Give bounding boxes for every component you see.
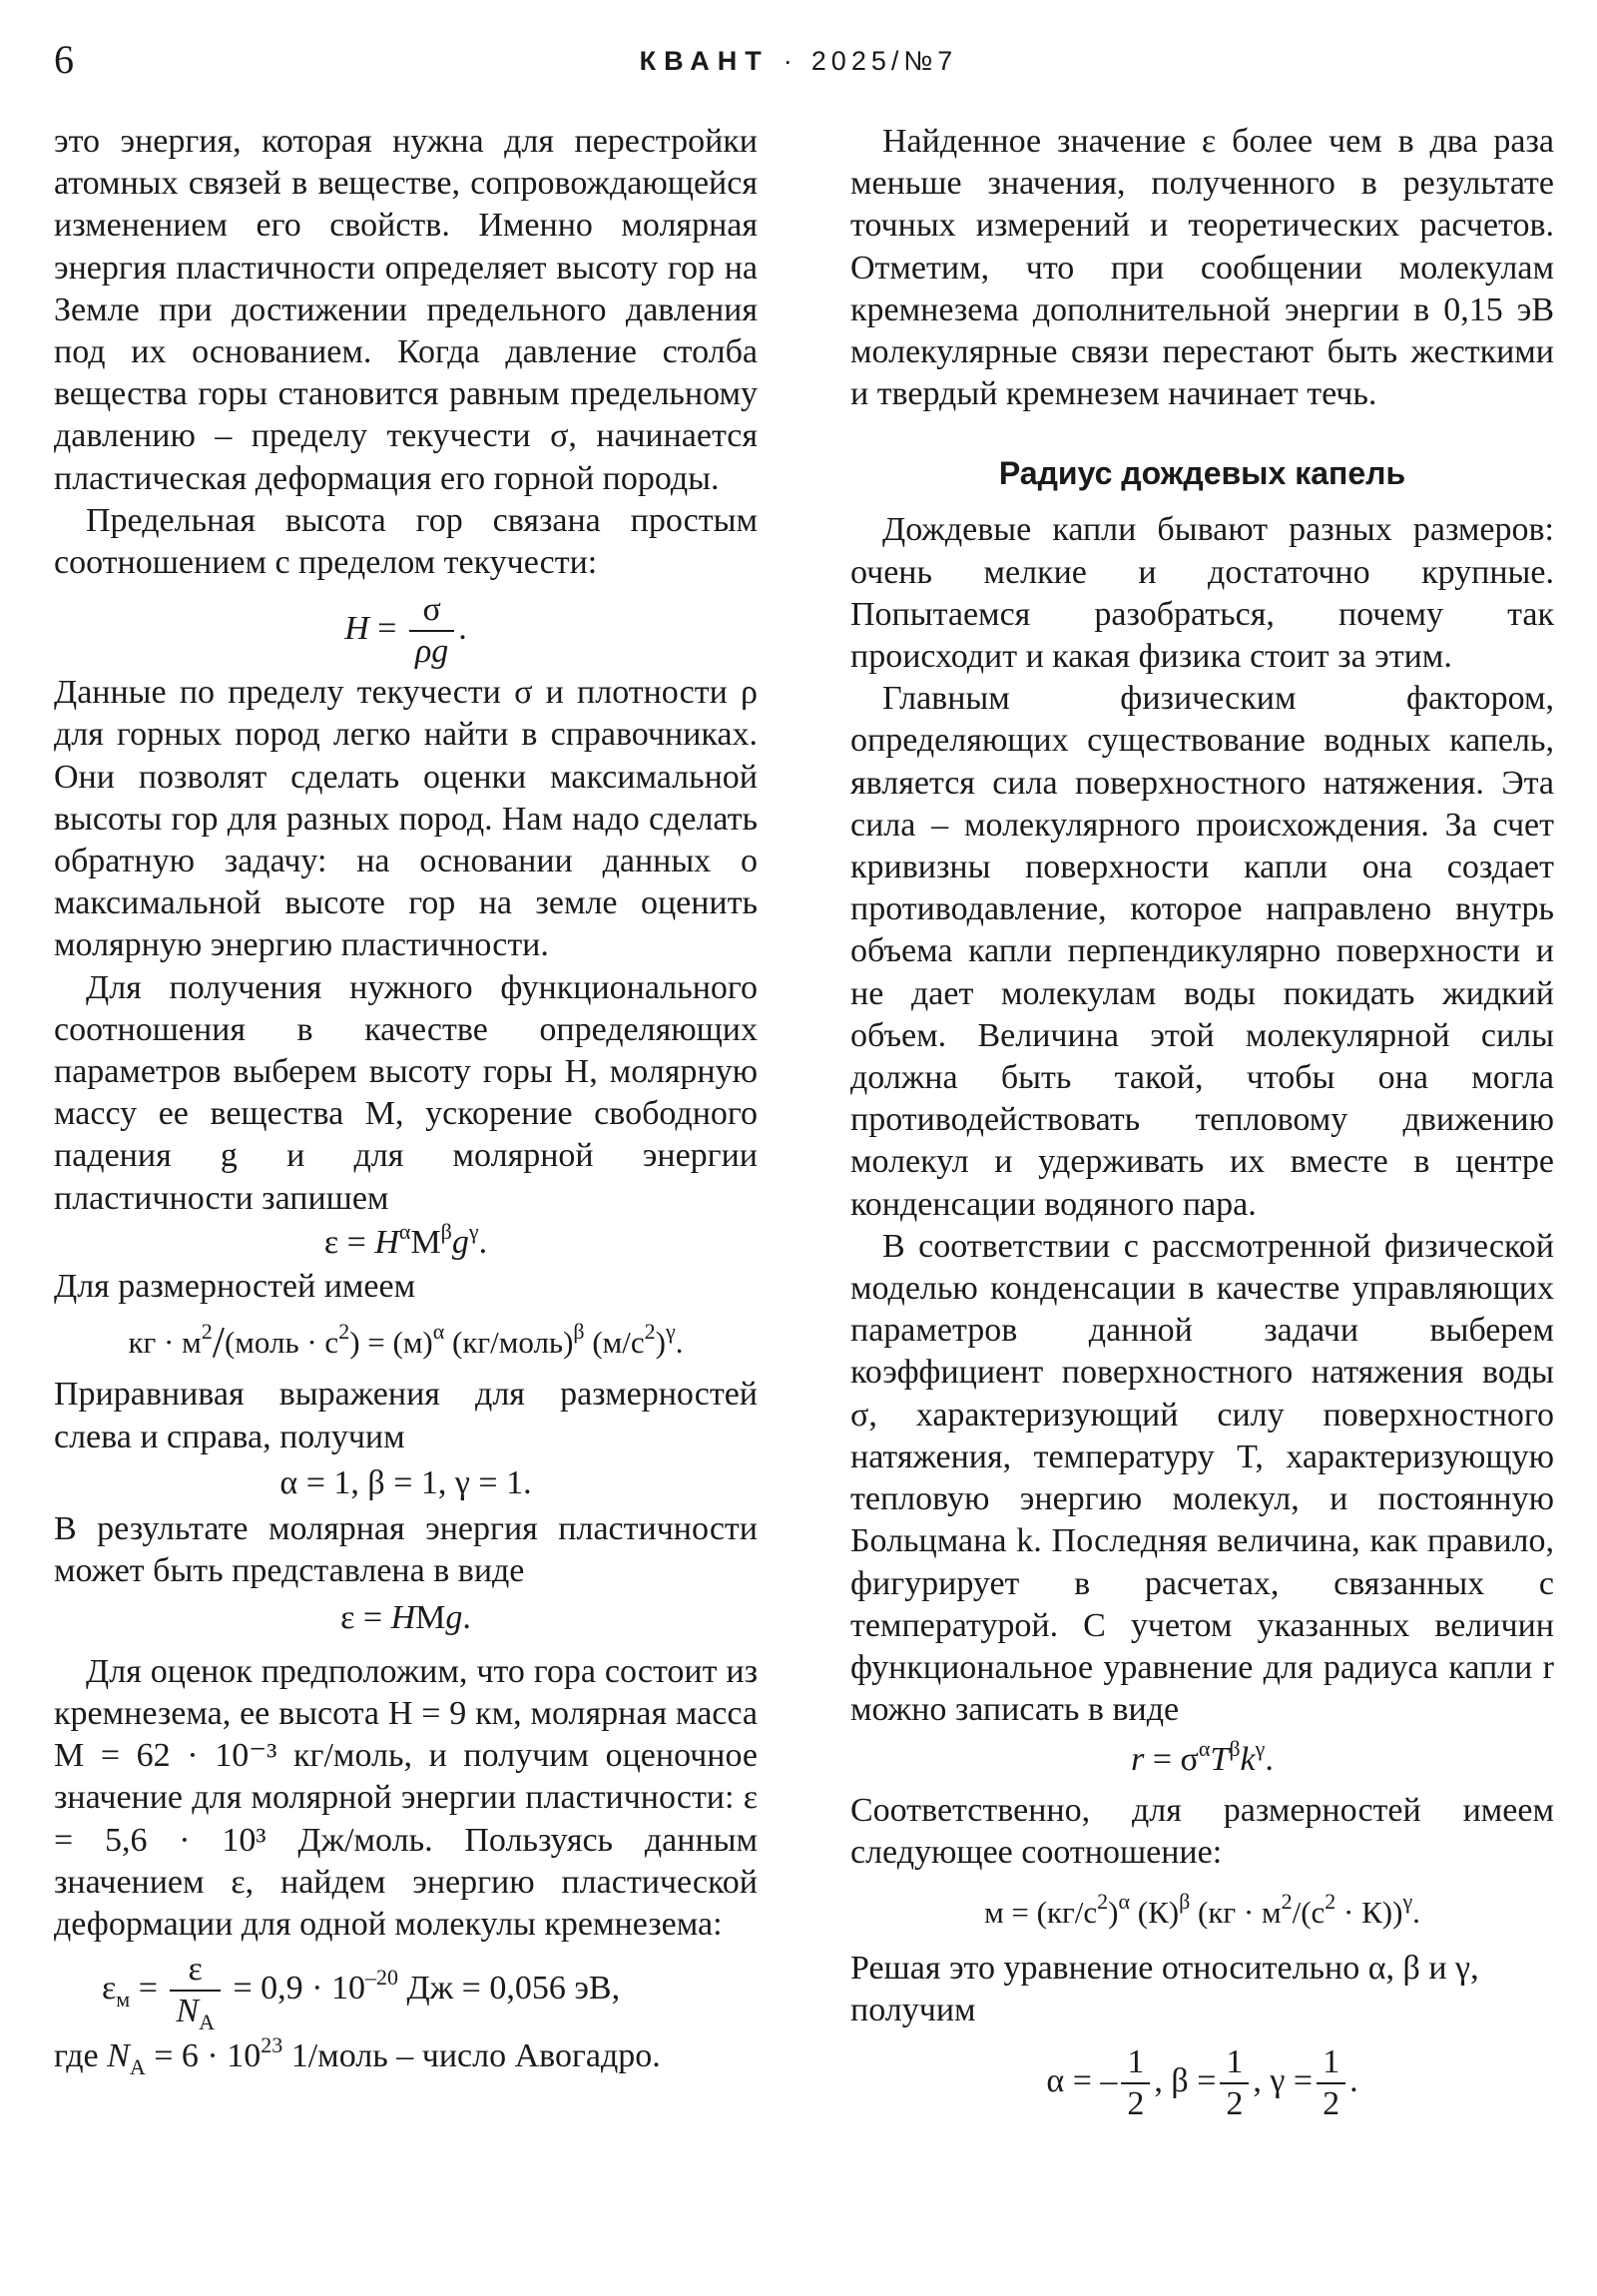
text: где (54, 2037, 108, 2075)
text: = 6 · 10 (145, 2037, 262, 2075)
paragraph: В соответствии с рассмотренной физической моделью конденсации в качестве управляющих параметров данной задачи выберем коэффициент поверхностного натяжения воды σ, характеризующий силу поверхностного натяжения, температуру T, характеризующую тепловую энергию молекул, и постоянную Больцмана k. Последняя величина, как правило, фигурирует в расчетах, связанных с температурой. С учетом указанных величин функциональное уравнение для радиуса капли r можно записать в виде (850, 1227, 1554, 1729)
formula-symbol: H (374, 1223, 399, 1261)
paragraph: Решая это уравнение относительно α, β и γ, получим (850, 1950, 1479, 2029)
formula-text: (кг · м (1190, 1894, 1282, 1930)
formula-symbol: g (451, 1223, 469, 1261)
exponent: β (1229, 1736, 1241, 1762)
formula-text: м = (кг/с (984, 1894, 1098, 1930)
subscript: м (116, 1986, 131, 2011)
formula-text: (м/с (584, 1325, 645, 1361)
header-separator: · (783, 46, 798, 76)
fraction-denominator: ρg (414, 633, 449, 671)
fraction-numerator: 1 (1220, 2042, 1249, 2084)
formula-text: α = – (1046, 2061, 1118, 2099)
paragraph: Приравнивая выражения для размерностей слева и справа, получим (54, 1376, 758, 1455)
exponent: 2 (644, 1319, 656, 1345)
formula-text: ) = (м) (349, 1325, 433, 1361)
paragraph: это энергия, которая нужна для перестройки атомных связей в веществе, сопровождающейся изменением его свойств. Именно молярная энергия пластичности определяет высоту гор на Земле при достижении предельного давления под их основанием. Когда давление столба вещества горы становится равным предельному давлению – пределу текучести σ, начинается пластическая деформация его горной породы. (54, 123, 758, 497)
formula-symbol: g (445, 1598, 463, 1636)
exponent: 2 (201, 1319, 213, 1345)
exponent: 2 (1281, 1888, 1293, 1914)
fraction (1317, 2042, 1345, 2124)
formula-symbol: М (410, 1223, 441, 1261)
formula-symbol: ε (340, 1598, 355, 1636)
paragraph: Соответственно, для размерностей имеем следующее соотношение: (850, 1791, 1554, 1871)
formula-operator: = (346, 1223, 366, 1261)
formula-operator: = (138, 1969, 158, 2007)
exponent: α (1118, 1888, 1130, 1914)
paragraph: Для получения нужного функционального соотношения в качестве определяющих параметров выберем высоту горы H, молярную массу ее вещества М, ускорение свободного падения g и для молярной энергии пластичности запишем (54, 968, 758, 1217)
formula-radius-dimensions (850, 1888, 1554, 1934)
fraction-numerator: ε (170, 1950, 221, 1992)
section-heading: Радиус дождевых капель (998, 455, 1406, 492)
formula-end: . (462, 1598, 471, 1636)
subscript: А (129, 2054, 146, 2080)
formula-end: . (458, 610, 467, 648)
formula-text: кг · м (128, 1325, 202, 1361)
exponent: –20 (364, 1964, 398, 1990)
formula-symbol: N (176, 1993, 200, 2030)
formula-text: ) (655, 1325, 666, 1361)
formula-text: = 0,9 · 10 (233, 1969, 365, 2007)
formula-energy-general (54, 1218, 758, 1264)
exponent: γ (468, 1218, 479, 1244)
formula-text: · К)) (1335, 1894, 1403, 1930)
formula-symbol: N (107, 2037, 130, 2075)
exponent: 23 (261, 2032, 283, 2058)
fraction-numerator: σ (409, 590, 454, 632)
formula-text: (моль · с (224, 1325, 339, 1361)
exponent: 2 (1325, 1888, 1336, 1914)
right-column (850, 121, 1554, 2134)
formula-text: ) (1108, 1894, 1119, 1930)
formula-mountain-height (54, 590, 758, 672)
paragraph: Данные по пределу текучести σ и плотности ρ для горных пород легко найти в справочниках. Они позволят сделать оценки максимальной высоты гор для разных пород. Нам надо сделать обратную задачу: на основании данных о максимальной высоте гор на земле оценить молярную энергию пластичности. (54, 674, 758, 964)
formula-symbol: H (390, 1598, 416, 1636)
text: 1/моль – число Авогадро. (282, 2037, 661, 2075)
formula-radius-exponents (850, 2042, 1554, 2124)
paragraph: Найденное значение ε более чем в два раза меньше значения, полученного в результате точных измерений и теоретических расчетов. Отметим, что при сообщении молекулам кремнезема дополнительной энергии в 0,15 эВ молекулярные связи перестают быть жесткими и твердый кремнезем начинает течь. (850, 123, 1554, 413)
exponent: γ (1402, 1888, 1413, 1914)
exponent: β (573, 1319, 585, 1345)
formula-end: . (1265, 1741, 1274, 1779)
paragraph: Дождевые капли бывают разных размеров: очень мелкие и достаточно крупные. Попытаемся разобраться, почему так происходит и какая физика стоит за этим. (850, 511, 1554, 676)
page-number: 6 (54, 37, 74, 82)
formula-text: (К) (1130, 1894, 1180, 1930)
exponent: β (440, 1218, 452, 1244)
formula-dimensions (54, 1318, 758, 1368)
formula-end: . (478, 1223, 488, 1261)
formula-text: Дж = 0,056 эВ, (397, 1969, 621, 2007)
fraction-numerator: 1 (1317, 2042, 1345, 2084)
paragraph-avogadro (54, 2032, 758, 2080)
paragraph: В результате молярная энергия пластичности может быть представлена в виде (54, 1510, 758, 1590)
formula-symbol: σ (1180, 1741, 1199, 1779)
fraction (1121, 2042, 1150, 2124)
journal-title: КВАНТ (639, 46, 770, 76)
fraction-denominator: 2 (1323, 2084, 1340, 2122)
formula-text: (кг/моль) (444, 1325, 574, 1361)
issue-number: 2025/№7 (810, 46, 958, 76)
formula-symbol: ε (323, 1223, 339, 1261)
formula-symbol: М (415, 1598, 446, 1636)
left-column (54, 121, 758, 2080)
fraction-numerator: 1 (1121, 2042, 1150, 2084)
formula-energy-result (54, 1597, 758, 1639)
paragraph: Главным физическим фактором, определяющих существование водных капель, является сила поверхностного натяжения. Эта сила – молекулярного происхождения. За счет кривизны поверхности капли она создает противодавление, которое направлено внутрь объема капли перпендикулярно поверхности и не дает молекулам воды покидать жидкий объем. Величина этой молекулярной силы должна быть такой, чтобы она могла противодействовать тепловому движению молекул и удерживать их вместе в центре конденсации водяного пара. (850, 680, 1554, 1223)
formula-operator: = (377, 610, 397, 648)
exponent: γ (666, 1319, 676, 1345)
formula-text: , γ = (1253, 2061, 1314, 2099)
subscript: А (199, 2009, 215, 2035)
exponent: α (1198, 1736, 1211, 1762)
formula-radius-general (850, 1736, 1554, 1781)
fraction (1220, 2042, 1249, 2124)
formula-end: . (1349, 2061, 1358, 2099)
fraction (409, 590, 454, 672)
formula-operator: = (362, 1598, 383, 1636)
formula-end: . (1412, 1894, 1420, 1930)
formula-molecule-energy (54, 1950, 758, 2035)
exponent: β (1179, 1888, 1191, 1914)
exponent: 2 (338, 1319, 350, 1345)
paragraph: Для размерностей имеем (54, 1268, 416, 1306)
formula-exponents: α = 1, β = 1, γ = 1. (279, 1463, 532, 1501)
formula-symbol: H (344, 610, 369, 648)
running-head (0, 48, 1597, 75)
fraction-denominator (170, 1992, 221, 2035)
fraction-denominator: 2 (1127, 2084, 1145, 2122)
exponent: α (398, 1218, 411, 1244)
formula-symbol: ε (102, 1969, 117, 2007)
formula-operator: = (1152, 1741, 1173, 1779)
formula-symbol: k (1240, 1741, 1256, 1779)
fraction (170, 1950, 221, 2035)
formula-symbol: T (1210, 1741, 1230, 1779)
formula-symbol: r (1131, 1741, 1145, 1779)
paragraph: Для оценок предположим, что гора состоит из кремнезема, ее высота H = 9 км, молярная масса М = 62 · 10⁻³ кг/моль, и получим оценочное значение для молярной энергии пластичности: ε = 5,6 · 10³ Дж/моль. Пользуясь данным значением ε, найдем энергию пластической деформации для одной молекулы кремнезема: (54, 1652, 758, 1943)
paragraph: Предельная высота гор связана простым соотношением с пределом текучести: (54, 501, 758, 582)
formula-slash: / (212, 1318, 225, 1368)
exponent: 2 (1097, 1888, 1109, 1914)
fraction-denominator: 2 (1226, 2084, 1244, 2122)
exponent: α (432, 1319, 445, 1345)
formula-text: /(с (1292, 1894, 1326, 1930)
formula-end: . (675, 1325, 684, 1361)
exponent: γ (1255, 1736, 1266, 1762)
formula-text: , β = (1154, 2061, 1217, 2099)
